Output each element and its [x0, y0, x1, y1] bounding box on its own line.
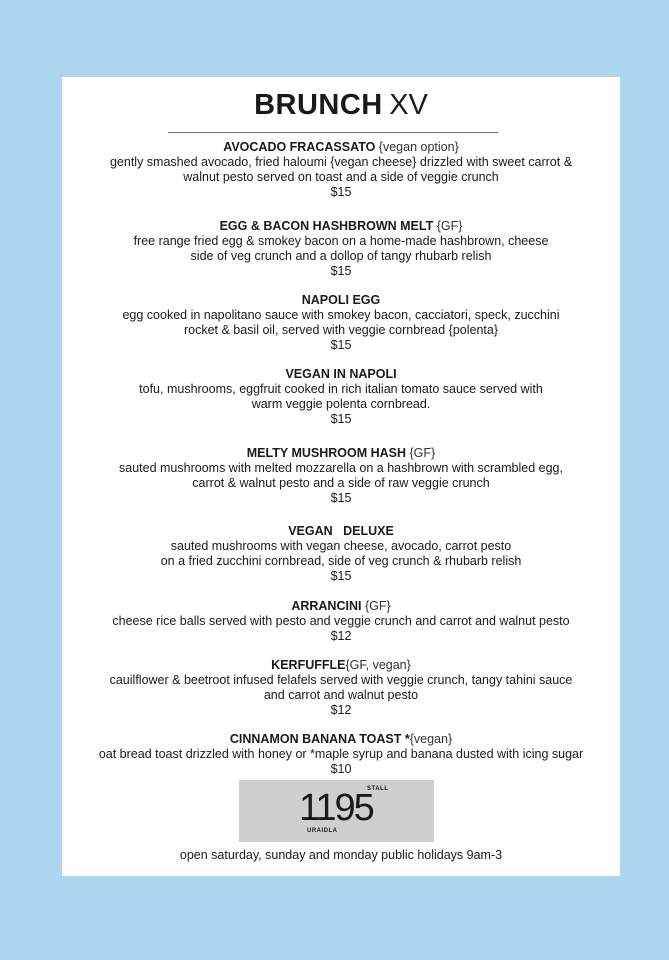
title-main: BRUNCH	[254, 89, 383, 121]
item-tag: {vegan option}	[375, 140, 459, 154]
item-price: $15	[330, 185, 352, 199]
title-suffix: XV	[389, 89, 428, 121]
item-name: VEGAN IN NAPOLI	[285, 367, 397, 381]
menu-item	[62, 367, 620, 427]
item-desc: cauilflower & beetroot infused felafels served with veggie crunch, tangy tahini sauce and carrot and walnut pesto	[109, 673, 573, 702]
menu-item	[62, 524, 620, 584]
item-name: KERFUFFLE	[271, 658, 346, 672]
menu-item	[62, 658, 620, 718]
opening-hours: open saturday, sunday and monday public holidays 9am-3	[179, 848, 503, 862]
item-tag: {GF}	[433, 219, 463, 233]
item-price: $15	[330, 264, 352, 278]
menu-item	[62, 732, 620, 777]
item-price: $15	[330, 569, 352, 583]
logo-number: 1195	[299, 787, 373, 829]
item-desc: egg cooked in napolitano sauce with smokey bacon, cacciatori, speck, zucchini rocket & basil oil, served with veggie cornbread {polenta}	[122, 308, 560, 337]
item-name: ARRANCINI	[291, 599, 362, 613]
item-desc: sauted mushrooms with vegan cheese, avocado, carrot pesto on a fried zucchini cornbread, side of veg crunch & rhubarb relish	[160, 539, 522, 568]
item-tag: {vegan}	[409, 732, 453, 746]
item-price: $10	[330, 762, 352, 776]
stall-logo	[239, 780, 434, 842]
menu-item	[62, 599, 620, 644]
item-desc: tofu, mushrooms, eggfruit cooked in rich italian tomato sauce served with warm veggie polenta cornbread.	[139, 382, 543, 411]
menu-item	[62, 293, 620, 353]
item-desc: gently smashed avocado, fried haloumi {vegan cheese} drizzled with sweet carrot & walnut pesto served on toast and a side of veggie crunch	[109, 155, 573, 184]
item-name: CINNAMON BANANA TOAST *	[229, 732, 410, 746]
menu-item	[62, 140, 620, 200]
item-name: NAPOLI EGG	[301, 293, 381, 307]
logo-stall-label: STALL	[367, 786, 389, 792]
item-tag: {GF, vegan}	[345, 658, 411, 672]
menu-item	[62, 446, 620, 506]
title-divider	[168, 132, 498, 133]
item-price: $15	[330, 338, 352, 352]
item-desc: cheese rice balls served with pesto and veggie crunch and carrot and walnut pesto	[112, 614, 570, 628]
menu-card	[62, 77, 620, 876]
item-desc: sauted mushrooms with melted mozzarella on a hashbrown with scrambled egg, carrot & walnut pesto and a side of raw veggie crunch	[119, 461, 563, 490]
item-name: EGG & BACON HASHBROWN MELT	[219, 219, 434, 233]
item-price: $12	[330, 629, 352, 643]
item-desc: oat bread toast drizzled with honey or *maple syrup and banana dusted with icing sugar	[98, 747, 584, 761]
item-desc: free range fried egg & smokey bacon on a home-made hashbrown, cheese side of veg crunch and a dollop of tangy rhubarb relish	[133, 234, 549, 263]
item-name: MELTY MUSHROOM HASH	[246, 446, 407, 460]
item-tag: {GF}	[361, 599, 391, 613]
item-price: $12	[330, 703, 352, 717]
item-price: $15	[330, 412, 352, 426]
item-tag: {GF}	[406, 446, 436, 460]
item-name: AVOCADO FRACASSATO	[223, 140, 376, 154]
logo-location-label: URAIDLA	[307, 828, 338, 834]
menu-title	[62, 91, 620, 120]
item-name: VEGAN DELUXE	[288, 524, 394, 538]
menu-item	[62, 219, 620, 279]
item-price: $15	[330, 491, 352, 505]
